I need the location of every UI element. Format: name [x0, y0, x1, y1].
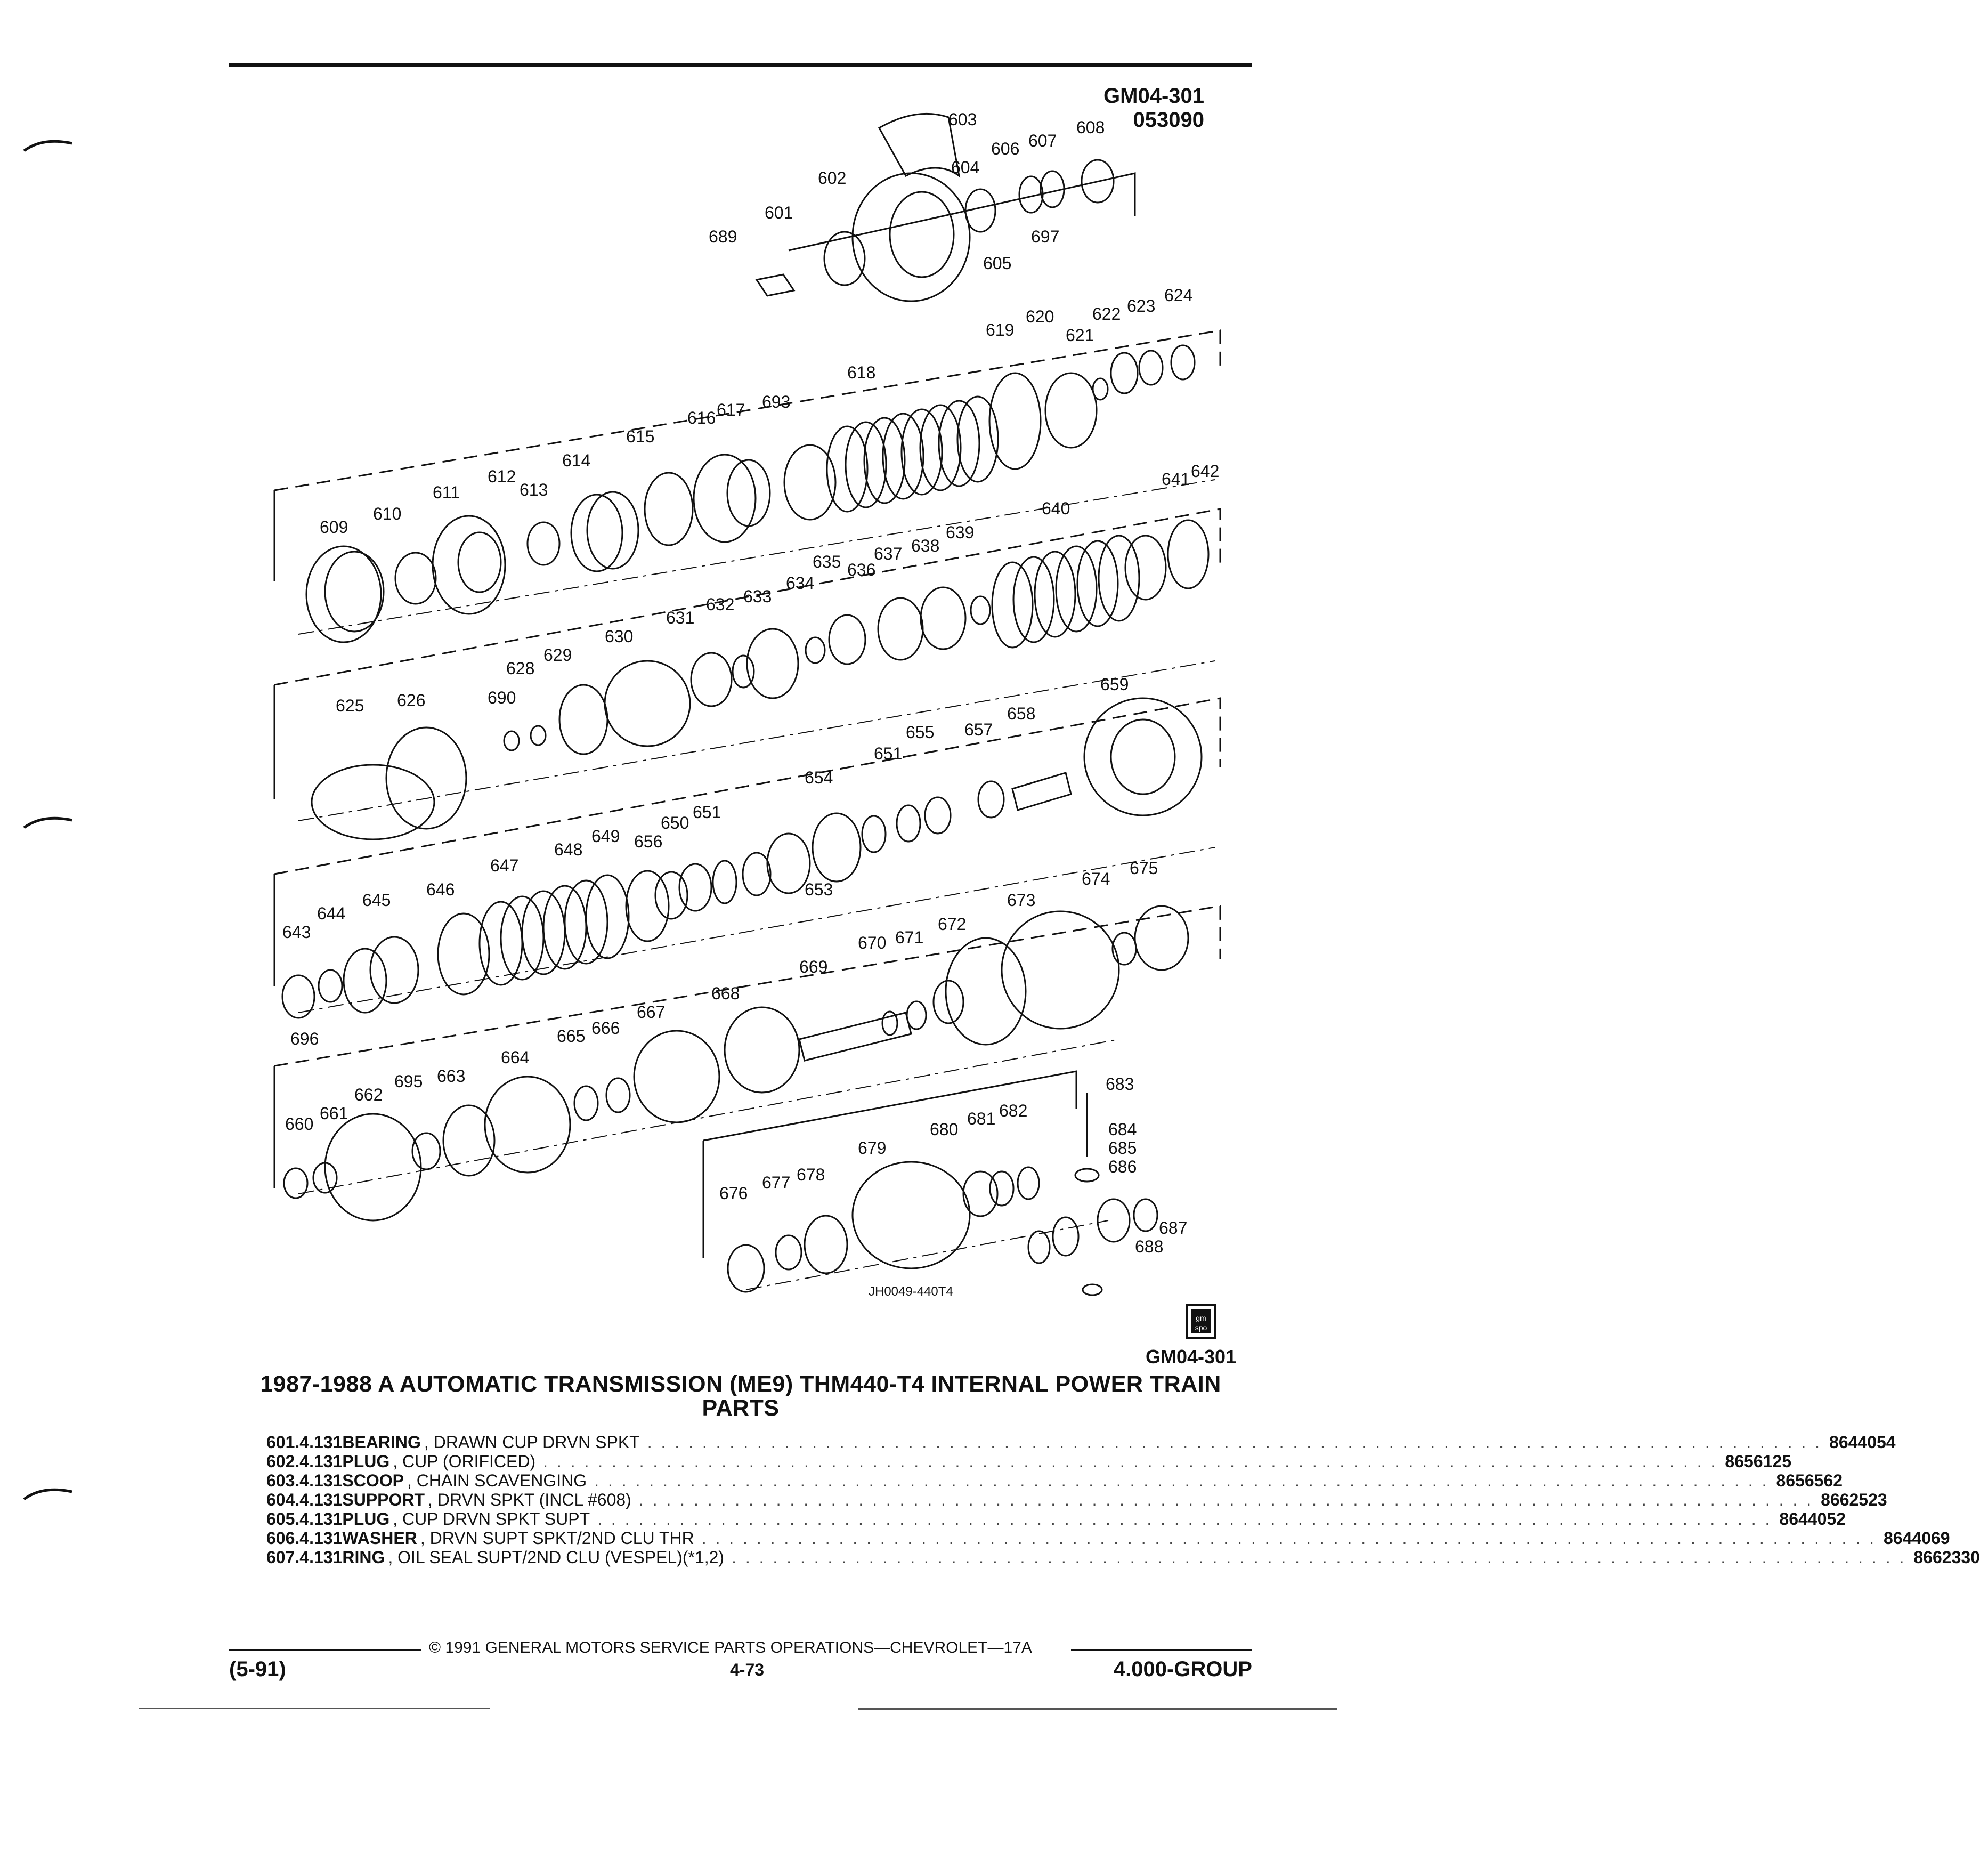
- callout-655: 655: [906, 723, 935, 742]
- callout-668: 668: [711, 984, 740, 1003]
- part-row: [266, 1509, 1846, 1529]
- part-catalog-number: 8656562: [1776, 1471, 1843, 1490]
- callout-669: 669: [799, 957, 828, 976]
- callout-626: 626: [397, 691, 426, 710]
- callout-667: 667: [637, 1002, 666, 1022]
- leader-dots: . . . . . . . . . . . . . . . . . . . . . . . . . . . . . . . . . . . . . . . . . . . . . . . . . . . . . . . . . . . . . . . . . . . . . . . . . . . . . . . . . . . . . .: [597, 1509, 1772, 1529]
- callout-673: 673: [1007, 891, 1036, 910]
- callout-643: 643: [282, 923, 311, 942]
- callout-664: 664: [501, 1048, 530, 1067]
- callout-660: 660: [285, 1114, 314, 1134]
- revision-date: (5-91): [229, 1657, 286, 1681]
- callout-679: 679: [858, 1138, 887, 1158]
- part-group: 4.131: [299, 1509, 343, 1529]
- svg-text:spo: spo: [1195, 1323, 1207, 1332]
- part-name: PLUG: [342, 1452, 390, 1471]
- callout-641: 641: [1162, 470, 1190, 489]
- part-group: 4.131: [299, 1452, 343, 1471]
- callout-658: 658: [1007, 704, 1036, 723]
- callout-665: 665: [557, 1026, 586, 1046]
- part-name: SUPPORT: [342, 1490, 425, 1509]
- callout-642: 642: [1191, 462, 1220, 481]
- callout-631: 631: [666, 608, 695, 627]
- callout-649: 649: [591, 827, 620, 846]
- callout-695: 695: [394, 1072, 423, 1091]
- part-number: 604.: [266, 1490, 300, 1509]
- callout-608: 608: [1076, 118, 1105, 137]
- callout-674: 674: [1082, 869, 1110, 888]
- art-code: JH0049-440T4: [869, 1284, 953, 1299]
- leader-dots: . . . . . . . . . . . . . . . . . . . . . . . . . . . . . . . . . . . . . . . . . . . . . . . . . . . . . . . . . . . . . . . . . . . . . . . . . . . . . . . . . . . . . .: [701, 1529, 1876, 1548]
- part-row: [266, 1452, 1791, 1471]
- callout-624: 624: [1164, 286, 1193, 305]
- section-group: 4.000-GROUP: [1113, 1657, 1252, 1681]
- callout-629: 629: [543, 645, 572, 665]
- callout-644: 644: [317, 904, 346, 923]
- callout-693: 693: [762, 392, 791, 411]
- part-name: BEARING: [342, 1433, 421, 1452]
- part-description: , CUP (ORIFICED): [393, 1452, 536, 1471]
- callout-602: 602: [818, 168, 847, 188]
- callout-606: 606: [991, 139, 1020, 158]
- svg-text:gm: gm: [1196, 1314, 1206, 1322]
- callout-607: 607: [1028, 131, 1057, 150]
- part-catalog-number: 8644054: [1829, 1433, 1896, 1452]
- callout-677: 677: [762, 1173, 791, 1192]
- part-description: , DRVN SPKT (INCL #608): [428, 1490, 631, 1509]
- callout-657: 657: [964, 720, 993, 739]
- figure-code: GM04-301: [1103, 84, 1204, 108]
- callout-601: 601: [765, 203, 793, 222]
- callout-640: 640: [1042, 499, 1070, 518]
- callout-609: 609: [320, 517, 348, 537]
- part-catalog-number: 8656125: [1725, 1452, 1791, 1471]
- callout-632: 632: [706, 595, 735, 614]
- part-name: SCOOP: [342, 1471, 404, 1490]
- callout-654: 654: [805, 768, 833, 787]
- title-line-1: 1987-1988 A AUTOMATIC TRANSMISSION (ME9) THM440-T4 INTERNAL POWER TRAIN: [260, 1371, 1221, 1397]
- part-name: RING: [342, 1548, 385, 1567]
- callout-656: 656: [634, 832, 663, 851]
- page-number: 4-73: [730, 1660, 765, 1679]
- footer-rule-right: [1071, 1649, 1252, 1651]
- callout-651: 651: [874, 744, 903, 763]
- callout-675: 675: [1130, 859, 1158, 878]
- callout-659: 659: [1100, 675, 1129, 694]
- callout-613: 613: [520, 480, 548, 499]
- callout-615: 615: [626, 427, 655, 446]
- callout-638: 638: [911, 536, 940, 555]
- callout-604: 604: [951, 158, 980, 177]
- callout-614: 614: [562, 451, 591, 470]
- leader-dots: . . . . . . . . . . . . . . . . . . . . . . . . . . . . . . . . . . . . . . . . . . . . . . . . . . . . . . . . . . . . . . . . . . . . . . . . . . . . . . . . . . . . . .: [732, 1548, 1906, 1567]
- part-number: 602.: [266, 1452, 300, 1471]
- part-name: WASHER: [342, 1529, 417, 1548]
- part-number: 606.: [266, 1529, 300, 1548]
- callout-653: 653: [805, 880, 833, 899]
- callout-647: 647: [490, 856, 519, 875]
- part-group: 4.131: [299, 1548, 343, 1567]
- callout-605: 605: [983, 254, 1012, 273]
- part-catalog-number: 8662330: [1913, 1548, 1980, 1567]
- callout-663: 663: [437, 1066, 466, 1086]
- callout-661: 661: [320, 1104, 348, 1123]
- part-description: , CUP DRVN SPKT SUPT: [393, 1509, 590, 1529]
- callout-633: 633: [743, 587, 772, 606]
- footer-rule-left: [229, 1649, 421, 1651]
- part-number: 607.: [266, 1548, 300, 1567]
- leader-dots: . . . . . . . . . . . . . . . . . . . . . . . . . . . . . . . . . . . . . . . . . . . . . . . . . . . . . . . . . . . . . . . . . . . . . . . . . . . . . . . . . . . . . .: [594, 1471, 1769, 1490]
- callout-688: 688: [1135, 1237, 1164, 1256]
- margin-mark: [21, 1484, 75, 1506]
- part-catalog-number: 8662523: [1821, 1490, 1887, 1509]
- leader-dots: . . . . . . . . . . . . . . . . . . . . . . . . . . . . . . . . . . . . . . . . . . . . . . . . . . . . . . . . . . . . . . . . . . . . . . . . . . . . . . . . . . . . . .: [638, 1490, 1814, 1509]
- part-group: 4.131: [299, 1433, 343, 1452]
- callout-612: 612: [488, 467, 516, 486]
- part-number: 601.: [266, 1433, 300, 1452]
- part-name: PLUG: [342, 1509, 390, 1529]
- scan-edge-line: [858, 1708, 1337, 1710]
- part-catalog-number: 8644052: [1779, 1509, 1846, 1529]
- callout-666: 666: [591, 1018, 620, 1038]
- callout-636: 636: [847, 560, 876, 579]
- callout-620: 620: [1026, 307, 1054, 326]
- parts-list: [266, 1433, 1980, 1567]
- part-row: [266, 1433, 1896, 1452]
- callout-690: 690: [488, 688, 516, 707]
- callout-610: 610: [373, 504, 402, 523]
- callout-671: 671: [895, 928, 924, 947]
- callout-637: 637: [874, 544, 903, 563]
- callout-662: 662: [354, 1085, 383, 1104]
- part-row: [266, 1548, 1980, 1567]
- callout-680: 680: [930, 1120, 959, 1139]
- callout-686: 686: [1108, 1157, 1137, 1176]
- callout-682: 682: [999, 1101, 1028, 1120]
- callout-670: 670: [858, 933, 887, 952]
- callout-651: 651: [693, 803, 721, 822]
- figure-number: 053090: [1133, 108, 1204, 132]
- callout-685: 685: [1108, 1138, 1137, 1158]
- part-description: , OIL SEAL SUPT/2ND CLU (VESPEL)(*1,2): [388, 1548, 725, 1567]
- callout-628: 628: [506, 659, 535, 678]
- part-group: 4.131: [299, 1529, 343, 1548]
- part-group: 4.131: [299, 1490, 343, 1509]
- callout-622: 622: [1092, 304, 1121, 324]
- callout-611: 611: [433, 483, 460, 502]
- callout-639: 639: [946, 523, 975, 542]
- callout-687: 687: [1159, 1218, 1188, 1238]
- callout-676: 676: [719, 1184, 748, 1203]
- exploded-parts-diagram: [0, 0, 1347, 1343]
- callout-684: 684: [1108, 1120, 1137, 1139]
- callout-635: 635: [813, 552, 841, 571]
- part-row: [266, 1471, 1843, 1490]
- leader-dots: . . . . . . . . . . . . . . . . . . . . . . . . . . . . . . . . . . . . . . . . . . . . . . . . . . . . . . . . . . . . . . . . . . . . . . . . . . . . . . . . . . . . . .: [543, 1452, 1718, 1471]
- page-title: [229, 1372, 1252, 1420]
- part-description: , DRAWN CUP DRVN SPKT: [424, 1433, 640, 1452]
- callout-621: 621: [1066, 326, 1094, 345]
- callout-645: 645: [362, 891, 391, 910]
- part-number: 603.: [266, 1471, 300, 1490]
- part-row: [266, 1490, 1887, 1509]
- part-catalog-number: 8644069: [1884, 1529, 1950, 1548]
- callout-648: 648: [554, 840, 583, 859]
- part-description: , DRVN SUPT SPKT/2ND CLU THR: [420, 1529, 694, 1548]
- copyright-notice: © 1991 GENERAL MOTORS SERVICE PARTS OPERATIONS—CHEVROLET—17A: [429, 1639, 1032, 1656]
- callout-623: 623: [1127, 296, 1156, 316]
- callout-618: 618: [847, 363, 876, 382]
- leader-dots: . . . . . . . . . . . . . . . . . . . . . . . . . . . . . . . . . . . . . . . . . . . . . . . . . . . . . . . . . . . . . . . . . . . . . . . . . . . . . . . . . . . . . .: [647, 1433, 1822, 1452]
- callout-689: 689: [709, 227, 737, 246]
- part-row: [266, 1529, 1950, 1548]
- callout-683: 683: [1106, 1074, 1134, 1094]
- callout-625: 625: [336, 696, 364, 715]
- callout-650: 650: [661, 813, 689, 832]
- callout-678: 678: [797, 1165, 825, 1184]
- callout-681: 681: [967, 1109, 996, 1128]
- callout-697: 697: [1031, 227, 1060, 246]
- callout-634: 634: [786, 573, 815, 593]
- callout-619: 619: [986, 320, 1015, 339]
- callout-672: 672: [938, 915, 967, 934]
- callout-603: 603: [948, 110, 977, 129]
- part-number: 605.: [266, 1509, 300, 1529]
- bottom-figure-code: GM04-301: [1146, 1346, 1237, 1368]
- part-group: 4.131: [299, 1471, 343, 1490]
- callout-646: 646: [426, 880, 455, 899]
- callout-630: 630: [605, 627, 634, 646]
- callout-616: 616: [687, 408, 716, 427]
- title-line-2: PARTS: [702, 1395, 780, 1421]
- part-description: , CHAIN SCAVENGING: [407, 1471, 587, 1490]
- callout-696: 696: [290, 1029, 319, 1048]
- callout-617: 617: [717, 400, 745, 419]
- scan-edge-line: [139, 1708, 490, 1709]
